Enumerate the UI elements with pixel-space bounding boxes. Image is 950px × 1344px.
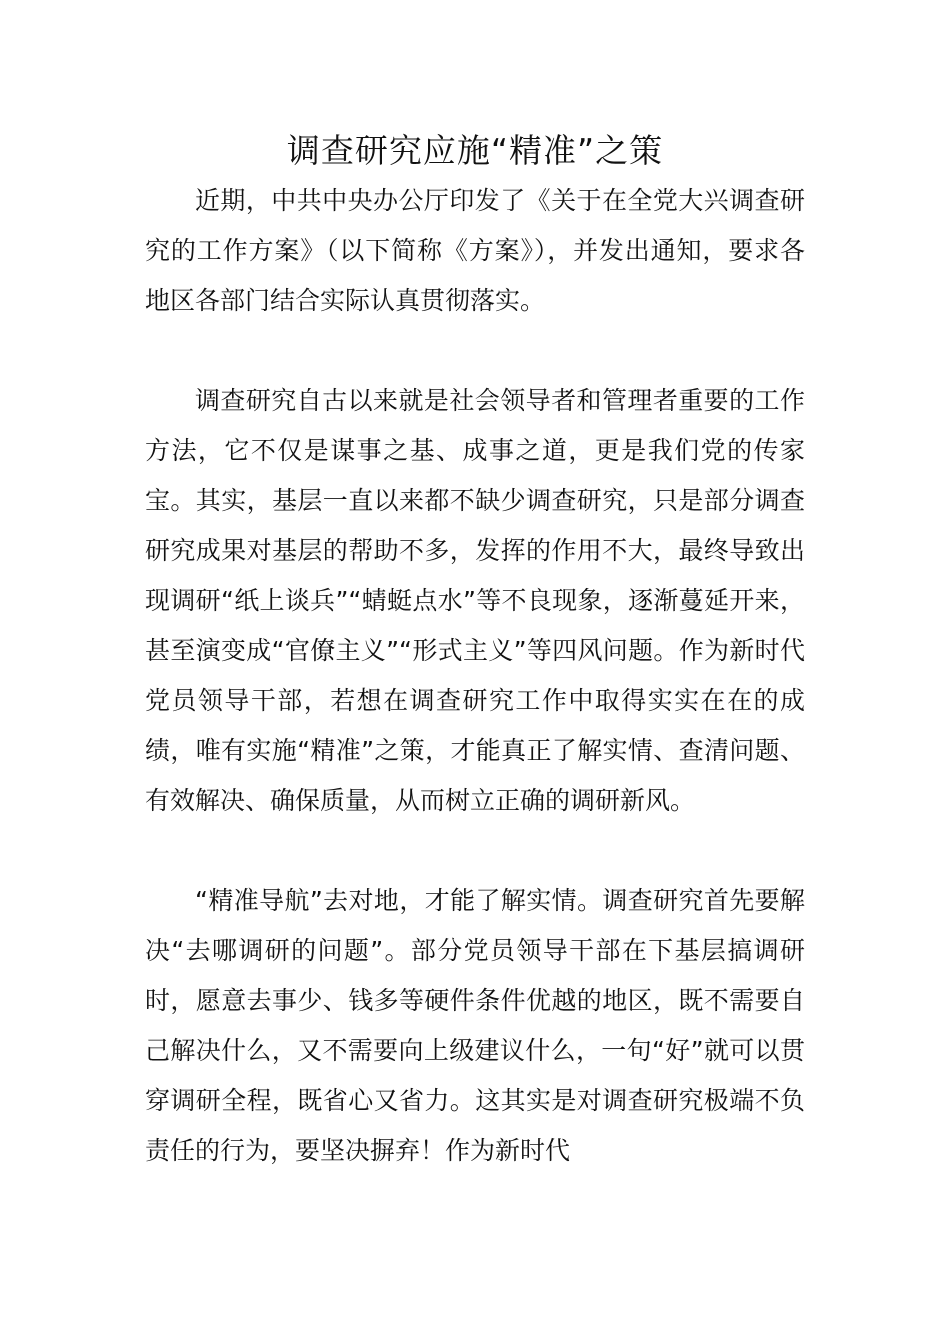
paragraph-spacer: [145, 826, 805, 876]
paragraph-1: 近期，中共中央办公厅印发了《关于在全党大兴调查研究的工作方案》（以下简称《方案》），并发出通知，要求各地区各部门结合实际认真贯彻落实。: [145, 186, 805, 315]
paragraph-spacer: [145, 326, 805, 376]
paragraph-3: “精准导航”去对地，才能了解实情。调查研究首先要解决“去哪调研的问题”。部分党员领导干部在下基层搞调研时，愿意去事少、钱多等硬件条件优越的地区，既不需要自己解决什么，又不需要向上级建议什么，一句“好”就可以贯穿调研全程，既省心又省力。这其实是对调查研究极端不负责任的行为，要坚决摒弃！作为新时代: [145, 886, 805, 1165]
document-title: 调查研究应施“精准”之策: [286, 131, 664, 170]
document-body: [145, 176, 805, 1176]
paragraph-2: 调查研究自古以来就是社会领导者和管理者重要的工作方法，它不仅是谋事之基、成事之道，更是我们党的传家宝。其实，基层一直以来都不缺少调查研究，只是部分调查研究成果对基层的帮助不多，发挥的作用不大，最终导致出现调研“纸上谈兵”“蜻蜓点水”等不良现象，逐渐蔓延开来，甚至演变成“官僚主义”“形式主义”等四风问题。作为新时代党员领导干部，若想在调查研究工作中取得实实在在的成绩，唯有实施“精准”之策，才能真正了解实情、查清问题、有效解决、确保质量，从而树立正确的调研新风。: [145, 386, 805, 815]
